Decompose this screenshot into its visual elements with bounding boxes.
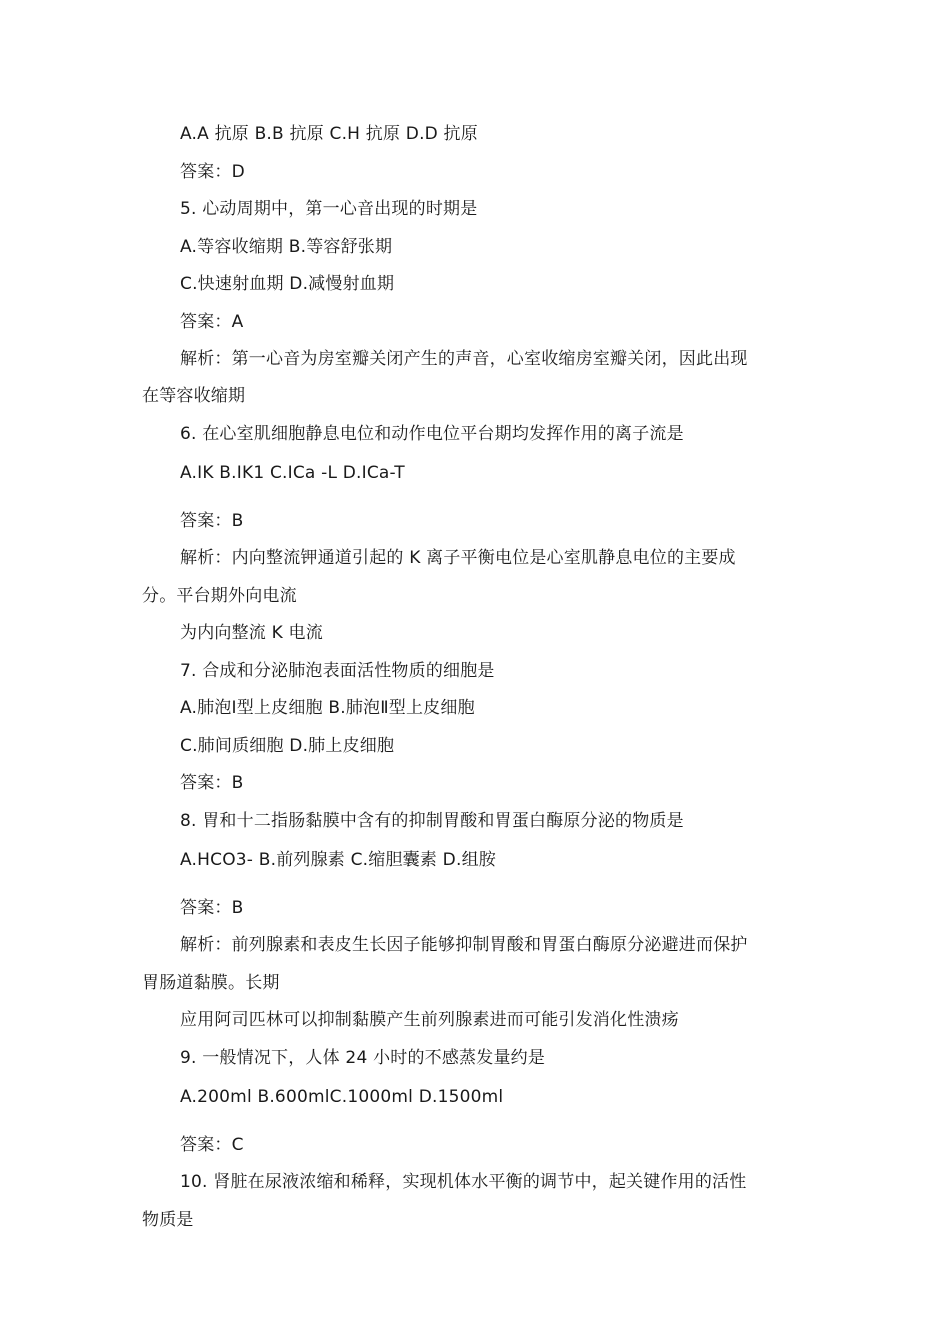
q6-explanation: 解析：内向整流钾通道引起的 K 离子平衡电位是心室肌静息电位的主要成 xyxy=(180,548,736,568)
q9-answer: 答案：C xyxy=(180,1135,244,1155)
q6-explanation-cont-2: 为内向整流 K 电流 xyxy=(180,623,323,643)
q8-question: 8. 胃和十二指肠黏膜中含有的抑制胃酸和胃蛋白酶原分泌的物质是 xyxy=(180,811,684,831)
q5-question: 5. 心动周期中，第一心音出现的时期是 xyxy=(180,199,478,219)
q6-question: 6. 在心室肌细胞静息电位和动作电位平台期均发挥作用的离子流是 xyxy=(180,424,684,444)
q5-explanation: 解析：第一心音为房室瓣关闭产生的声音，心室收缩房室瓣关闭，因此出现 xyxy=(180,349,748,369)
q5-answer: 答案：A xyxy=(180,312,244,332)
q6-answer: 答案：B xyxy=(180,511,244,531)
q7-options-2: C.肺间质细胞 D.肺上皮细胞 xyxy=(180,736,395,756)
q5-explanation-cont: 在等容收缩期 xyxy=(142,386,246,406)
q6-explanation-cont: 分。平台期外向电流 xyxy=(142,586,297,606)
q7-question: 7. 合成和分泌肺泡表面活性物质的细胞是 xyxy=(180,661,495,681)
q7-options-1: A.肺泡Ⅰ型上皮细胞 B.肺泡Ⅱ型上皮细胞 xyxy=(180,698,475,718)
q8-explanation: 解析：前列腺素和表皮生长因子能够抑制胃酸和胃蛋白酶原分泌避进而保护 xyxy=(180,935,748,955)
q9-question: 9. 一般情况下，人体 24 小时的不感蒸发量约是 xyxy=(180,1048,546,1068)
q8-options: A.HCO3- B.前列腺素 C.缩胆囊素 D.组胺 xyxy=(180,850,496,870)
q7-answer: 答案：B xyxy=(180,773,244,793)
q8-answer: 答案：B xyxy=(180,898,244,918)
q10-question: 10. 肾脏在尿液浓缩和稀释，实现机体水平衡的调节中，起关键作用的活性 xyxy=(180,1172,747,1192)
q10-question-cont: 物质是 xyxy=(142,1210,194,1230)
q4-answer: 答案：D xyxy=(180,162,245,182)
q5-options-2: C.快速射血期 D.减慢射血期 xyxy=(180,274,395,294)
q4-options: A.A 抗原 B.B 抗原 C.H 抗原 D.D 抗原 xyxy=(180,124,478,144)
q8-explanation-cont: 胃肠道黏膜。长期 xyxy=(142,973,280,993)
q6-options: A.IK B.IK1 C.ICa -L D.ICa-T xyxy=(180,463,405,483)
q9-options: A.200ml B.600mlC.1000ml D.1500ml xyxy=(180,1087,504,1107)
q8-explanation-cont-2: 应用阿司匹林可以抑制黏膜产生前列腺素进而可能引发消化性溃疡 xyxy=(180,1010,679,1030)
q5-options-1: A.等容收缩期 B.等容舒张期 xyxy=(180,237,393,257)
